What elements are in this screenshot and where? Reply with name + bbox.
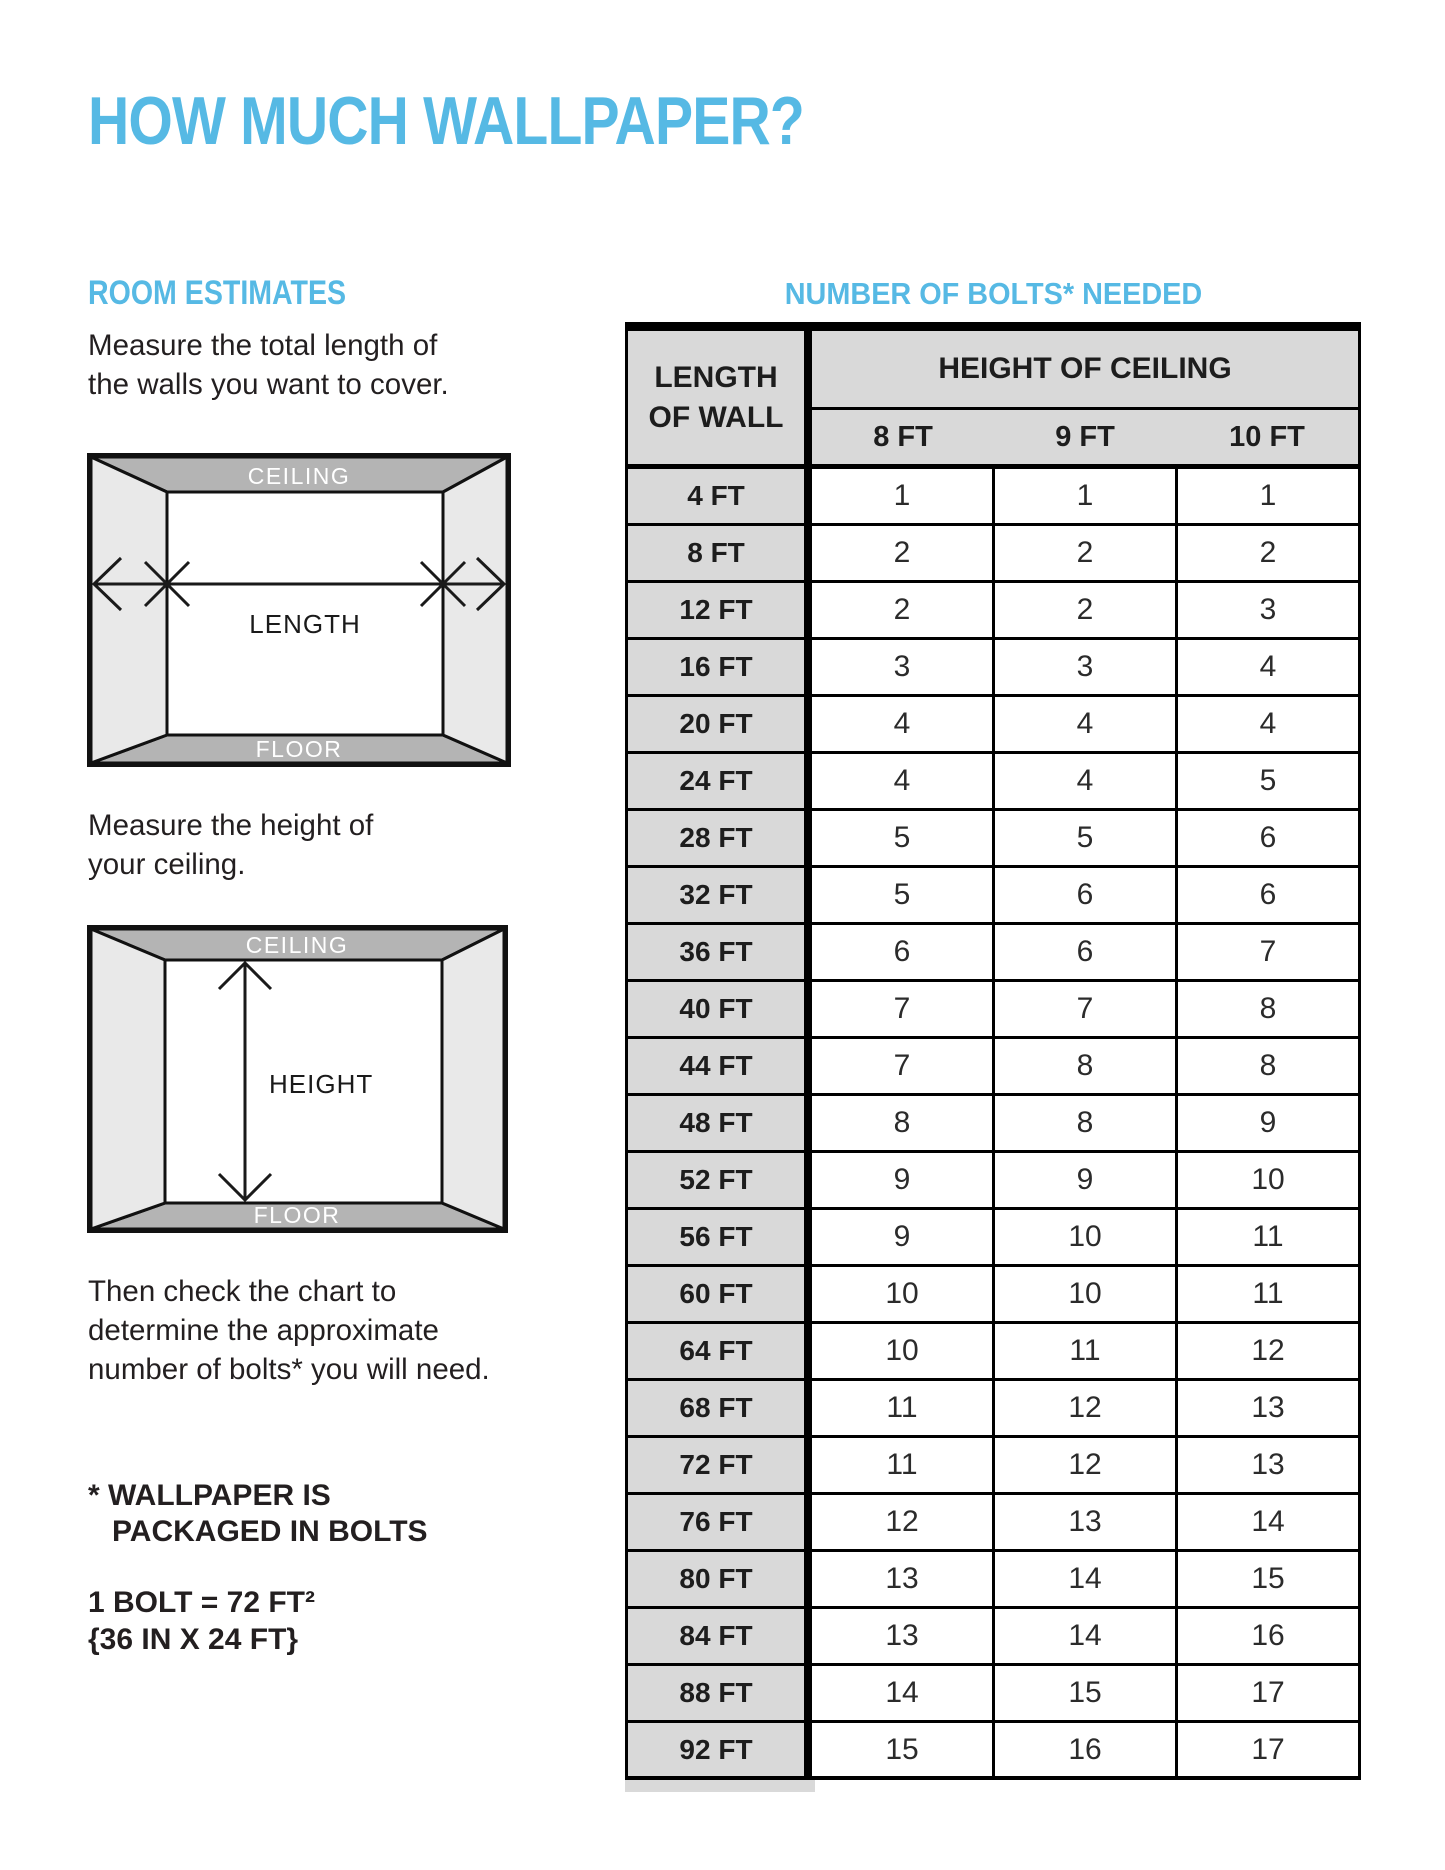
bolt-count-cell: 11 xyxy=(812,1381,995,1435)
row-length-label: 12 FT xyxy=(625,583,812,637)
bolt-count-cell: 7 xyxy=(1178,925,1361,979)
text-line: 1 BOLT = 72 FT² xyxy=(88,1586,315,1619)
bolt-count-cell: 1 xyxy=(1178,469,1361,523)
height-dimension-label: HEIGHT xyxy=(269,1069,374,1099)
floor-label: FLOOR xyxy=(253,1202,341,1228)
bolt-count-cell: 5 xyxy=(812,811,995,865)
table-body xyxy=(625,469,1361,1780)
bolt-count-cell: 11 xyxy=(1178,1210,1361,1264)
instruction-measure-height xyxy=(88,806,373,884)
table-row xyxy=(625,1039,1361,1096)
row-length-label: 56 FT xyxy=(625,1210,812,1264)
bolt-count-cell: 4 xyxy=(812,754,995,808)
bolt-count-cell: 8 xyxy=(1178,1039,1361,1093)
bolt-count-cell: 5 xyxy=(812,868,995,922)
bolt-count-cell: 9 xyxy=(995,1153,1178,1207)
wallpaper-bolts-footnote xyxy=(88,1478,428,1550)
row-length-label: 16 FT xyxy=(625,640,812,694)
text-line: PACKAGED IN BOLTS xyxy=(112,1515,428,1548)
table-row xyxy=(625,1381,1361,1438)
row-length-label: 52 FT xyxy=(625,1153,812,1207)
bolt-count-cell: 11 xyxy=(1178,1267,1361,1321)
bolt-count-cell: 12 xyxy=(1178,1324,1361,1378)
ceiling-label: CEILING xyxy=(247,463,351,489)
bolt-count-cell: 2 xyxy=(812,583,995,637)
bolt-count-cell: 8 xyxy=(995,1096,1178,1150)
bolt-count-cell: 3 xyxy=(995,640,1178,694)
bolts-table xyxy=(625,322,1361,1792)
bolt-count-cell: 9 xyxy=(812,1210,995,1264)
number-of-bolts-heading xyxy=(625,276,1361,312)
bolt-count-cell: 11 xyxy=(995,1324,1178,1378)
length-of-wall-header xyxy=(625,331,812,464)
row-length-label: 88 FT xyxy=(625,1666,812,1720)
ceiling-label: CEILING xyxy=(245,932,349,958)
bolt-count-cell: 2 xyxy=(1178,526,1361,580)
text-line: Then check the chart to xyxy=(88,1275,397,1308)
row-length-label: 48 FT xyxy=(625,1096,812,1150)
bolt-count-cell: 17 xyxy=(1178,1666,1361,1720)
table-row xyxy=(625,640,1361,697)
text-line: {36 IN X 24 FT} xyxy=(88,1623,299,1656)
bolt-count-cell: 10 xyxy=(812,1267,995,1321)
bolt-count-cell: 16 xyxy=(1178,1609,1361,1663)
bolt-count-cell: 17 xyxy=(1178,1723,1361,1776)
row-length-label: 84 FT xyxy=(625,1609,812,1663)
bolt-count-cell: 13 xyxy=(812,1609,995,1663)
bolt-count-cell: 6 xyxy=(1178,868,1361,922)
bolt-count-cell: 5 xyxy=(995,811,1178,865)
bolt-count-cell: 14 xyxy=(995,1609,1178,1663)
bolt-count-cell: 8 xyxy=(995,1039,1178,1093)
row-length-label: 32 FT xyxy=(625,868,812,922)
table-row xyxy=(625,982,1361,1039)
bolt-count-cell: 3 xyxy=(1178,583,1361,637)
table-row xyxy=(625,868,1361,925)
bolt-count-cell: 8 xyxy=(1178,982,1361,1036)
bolt-count-cell: 14 xyxy=(1178,1495,1361,1549)
bolt-count-cell: 4 xyxy=(995,754,1178,808)
header-line: LENGTH xyxy=(654,360,778,394)
header-line: OF WALL xyxy=(648,400,784,434)
table-row xyxy=(625,1438,1361,1495)
room-height-diagram xyxy=(87,925,508,1233)
text-line: Measure the total length of xyxy=(88,329,438,362)
table-header xyxy=(625,331,1361,464)
room-length-diagram xyxy=(87,453,511,767)
table-row xyxy=(625,583,1361,640)
page-title: HOW MUCH WALLPAPER? xyxy=(88,83,804,159)
bolt-count-cell: 13 xyxy=(995,1495,1178,1549)
bolt-size-info xyxy=(88,1584,315,1658)
bolt-count-cell: 2 xyxy=(995,526,1178,580)
left-wall-surface xyxy=(91,929,165,1229)
table-row xyxy=(625,1723,1361,1780)
bolt-count-cell: 7 xyxy=(812,1039,995,1093)
bolt-count-cell: 16 xyxy=(995,1723,1178,1776)
table-row xyxy=(625,1324,1361,1381)
table-row xyxy=(625,1495,1361,1552)
text-line: your ceiling. xyxy=(88,848,246,881)
ceiling-header-group xyxy=(812,331,1361,464)
bolt-count-cell: 14 xyxy=(995,1552,1178,1606)
row-length-label: 36 FT xyxy=(625,925,812,979)
table-row xyxy=(625,469,1361,526)
bolt-count-cell: 6 xyxy=(995,925,1178,979)
table-row xyxy=(625,697,1361,754)
bolt-count-cell: 4 xyxy=(995,697,1178,751)
column-headers-band xyxy=(812,410,1358,464)
table-row xyxy=(625,925,1361,982)
row-length-label: 64 FT xyxy=(625,1324,812,1378)
row-length-label: 68 FT xyxy=(625,1381,812,1435)
text-line: number of bolts* you will need. xyxy=(88,1353,490,1386)
col-header-9ft: 9 FT xyxy=(1055,420,1115,453)
col-header-10ft: 10 FT xyxy=(1229,420,1305,453)
height-of-ceiling-header: HEIGHT OF CEILING xyxy=(812,331,1358,407)
bolt-count-cell: 6 xyxy=(1178,811,1361,865)
bolt-count-cell: 15 xyxy=(995,1666,1178,1720)
instruction-check-chart xyxy=(88,1272,490,1389)
table-top-border xyxy=(625,322,1361,331)
bolt-count-cell: 3 xyxy=(812,640,995,694)
right-wall-surface xyxy=(443,457,507,763)
row-length-label: 20 FT xyxy=(625,697,812,751)
bolt-count-cell: 10 xyxy=(995,1210,1178,1264)
table-row xyxy=(625,1552,1361,1609)
floor-label: FLOOR xyxy=(255,736,343,762)
text-line: the walls you want to cover. xyxy=(88,368,449,401)
table-corner-bleed xyxy=(625,1780,815,1792)
bolt-count-cell: 4 xyxy=(812,697,995,751)
bolt-count-cell: 7 xyxy=(812,982,995,1036)
bolt-count-cell: 12 xyxy=(812,1495,995,1549)
bolt-count-cell: 15 xyxy=(812,1723,995,1776)
bolt-count-cell: 1 xyxy=(812,469,995,523)
bolt-count-cell: 13 xyxy=(812,1552,995,1606)
bolt-count-cell: 10 xyxy=(1178,1153,1361,1207)
row-length-label: 76 FT xyxy=(625,1495,812,1549)
bolt-count-cell: 15 xyxy=(1178,1552,1361,1606)
bolt-count-cell: 4 xyxy=(1178,640,1361,694)
col-header-8ft: 8 FT xyxy=(873,420,933,453)
bolt-count-cell: 12 xyxy=(995,1381,1178,1435)
bolt-count-cell: 9 xyxy=(1178,1096,1361,1150)
table-row xyxy=(625,1210,1361,1267)
bolt-count-cell: 7 xyxy=(995,982,1178,1036)
row-length-label: 28 FT xyxy=(625,811,812,865)
bolt-count-cell: 2 xyxy=(812,526,995,580)
bolt-count-cell: 9 xyxy=(812,1153,995,1207)
number-of-bolts-heading-text: NUMBER OF BOLTS* NEEDED xyxy=(784,276,1202,311)
bolt-count-cell: 10 xyxy=(812,1324,995,1378)
bolt-count-cell: 6 xyxy=(812,925,995,979)
row-length-label: 40 FT xyxy=(625,982,812,1036)
row-length-label: 8 FT xyxy=(625,526,812,580)
bolt-count-cell: 11 xyxy=(812,1438,995,1492)
table-row xyxy=(625,754,1361,811)
bolt-count-cell: 1 xyxy=(995,469,1178,523)
bolt-count-cell: 8 xyxy=(812,1096,995,1150)
bolt-count-cell: 6 xyxy=(995,868,1178,922)
bolt-count-cell: 4 xyxy=(1178,697,1361,751)
left-wall-surface xyxy=(91,457,167,763)
bolt-count-cell: 5 xyxy=(1178,754,1361,808)
row-length-label: 72 FT xyxy=(625,1438,812,1492)
bolt-count-cell: 2 xyxy=(995,583,1178,637)
text-line: Measure the height of xyxy=(88,809,374,842)
row-length-label: 60 FT xyxy=(625,1267,812,1321)
table-row xyxy=(625,811,1361,868)
table-row xyxy=(625,1267,1361,1324)
room-estimates-heading: ROOM ESTIMATES xyxy=(88,274,347,312)
instruction-measure-length xyxy=(88,326,449,404)
text-line: * WALLPAPER IS xyxy=(88,1479,331,1512)
table-row xyxy=(625,1153,1361,1210)
bolt-count-cell: 12 xyxy=(995,1438,1178,1492)
bolt-count-cell: 13 xyxy=(1178,1381,1361,1435)
row-length-label: 92 FT xyxy=(625,1723,812,1776)
bolt-count-cell: 13 xyxy=(1178,1438,1361,1492)
row-length-label: 24 FT xyxy=(625,754,812,808)
table-row xyxy=(625,1096,1361,1153)
row-length-label: 44 FT xyxy=(625,1039,812,1093)
table-row xyxy=(625,1609,1361,1666)
table-row xyxy=(625,1666,1361,1723)
right-wall-surface xyxy=(442,929,504,1229)
bolt-count-cell: 14 xyxy=(812,1666,995,1720)
table-row xyxy=(625,526,1361,583)
bolt-count-cell: 10 xyxy=(995,1267,1178,1321)
length-dimension-label: LENGTH xyxy=(249,609,361,639)
text-line: determine the approximate xyxy=(88,1314,439,1347)
row-length-label: 4 FT xyxy=(625,469,812,523)
row-length-label: 80 FT xyxy=(625,1552,812,1606)
